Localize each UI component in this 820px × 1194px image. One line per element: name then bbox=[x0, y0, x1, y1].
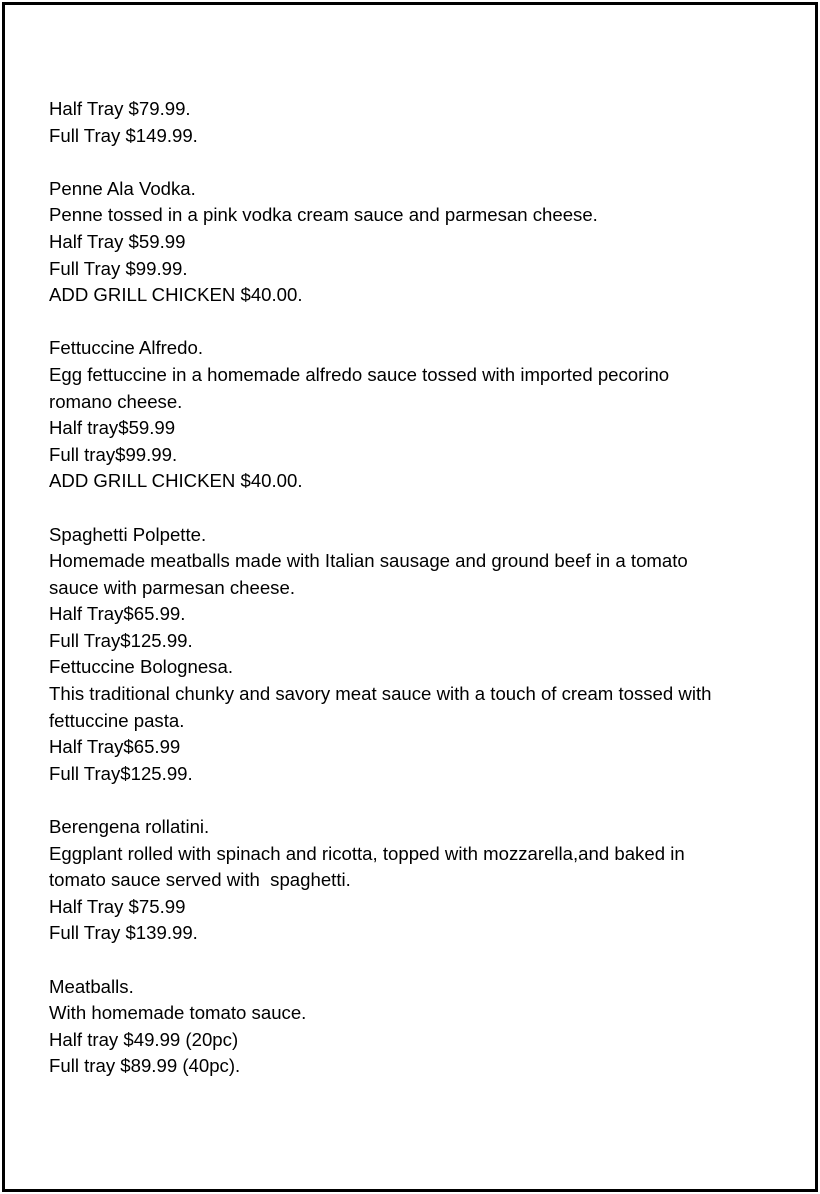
item-description: Penne tossed in a pink vodka cream sauce and parmesan cheese. bbox=[49, 204, 598, 226]
blank-line bbox=[49, 787, 789, 814]
item-title-berengena-rollatini: Berengena rollatini. bbox=[49, 816, 210, 838]
blank-line bbox=[49, 309, 789, 336]
item-description: This traditional chunky and savory meat sauce with a touch of cream tossed with bbox=[49, 683, 712, 705]
item-description: With homemade tomato sauce. bbox=[49, 1002, 307, 1024]
item-description: tomato sauce served with spaghetti. bbox=[49, 869, 351, 891]
price-half-tray: Half Tray $79.99. bbox=[49, 98, 191, 119]
blank-line bbox=[49, 149, 789, 176]
price-full-tray: Full Tray $149.99. bbox=[49, 124, 198, 146]
price-half-tray: Half tray$59.99 bbox=[49, 417, 176, 439]
price-half-tray: Half Tray $59.99 bbox=[49, 230, 186, 252]
price-full-tray: Full Tray $139.99. bbox=[49, 922, 198, 944]
item-title-fettuccine-bolognesa: Fettuccine Bolognesa. bbox=[49, 656, 233, 678]
price-half-tray: Half Tray$65.99 bbox=[49, 736, 181, 758]
item-description: Eggplant rolled with spinach and ricotta, topped with mozzarella,and baked in bbox=[49, 842, 685, 864]
item-description: romano cheese. bbox=[49, 390, 183, 412]
item-description: fettuccine pasta. bbox=[49, 709, 185, 731]
price-full-tray: Full Tray$125.99. bbox=[49, 762, 193, 784]
price-full-tray: Full Tray$125.99. bbox=[49, 629, 193, 651]
price-half-tray: Half tray $49.99 (20pc) bbox=[49, 1028, 239, 1050]
blank-line bbox=[49, 495, 789, 522]
add-on-price: ADD GRILL CHICKEN $40.00. bbox=[49, 470, 303, 492]
page-frame bbox=[2, 2, 818, 1192]
item-title-spaghetti-polpette: Spaghetti Polpette. bbox=[49, 523, 207, 545]
price-full-tray: Full tray $89.99 (40pc). bbox=[49, 1055, 241, 1077]
item-title-fettuccine-alfredo: Fettuccine Alfredo. bbox=[49, 337, 203, 359]
blank-line bbox=[49, 947, 789, 974]
item-description: Homemade meatballs made with Italian sausage and ground beef in a tomato bbox=[49, 550, 688, 572]
item-title-penne-ala-vodka: Penne Ala Vodka. bbox=[49, 177, 196, 199]
menu-content bbox=[49, 96, 789, 1080]
item-description: Egg fettuccine in a homemade alfredo sauce tossed with imported pecorino bbox=[49, 363, 670, 385]
price-half-tray: Half Tray$65.99. bbox=[49, 603, 186, 625]
add-on-price: ADD GRILL CHICKEN $40.00. bbox=[49, 284, 303, 306]
price-full-tray: Full tray$99.99. bbox=[49, 443, 178, 465]
price-half-tray: Half Tray $75.99 bbox=[49, 895, 186, 917]
item-description: sauce with parmesan cheese. bbox=[49, 576, 295, 598]
price-full-tray: Full Tray $99.99. bbox=[49, 257, 188, 279]
item-title-meatballs: Meatballs. bbox=[49, 975, 134, 997]
